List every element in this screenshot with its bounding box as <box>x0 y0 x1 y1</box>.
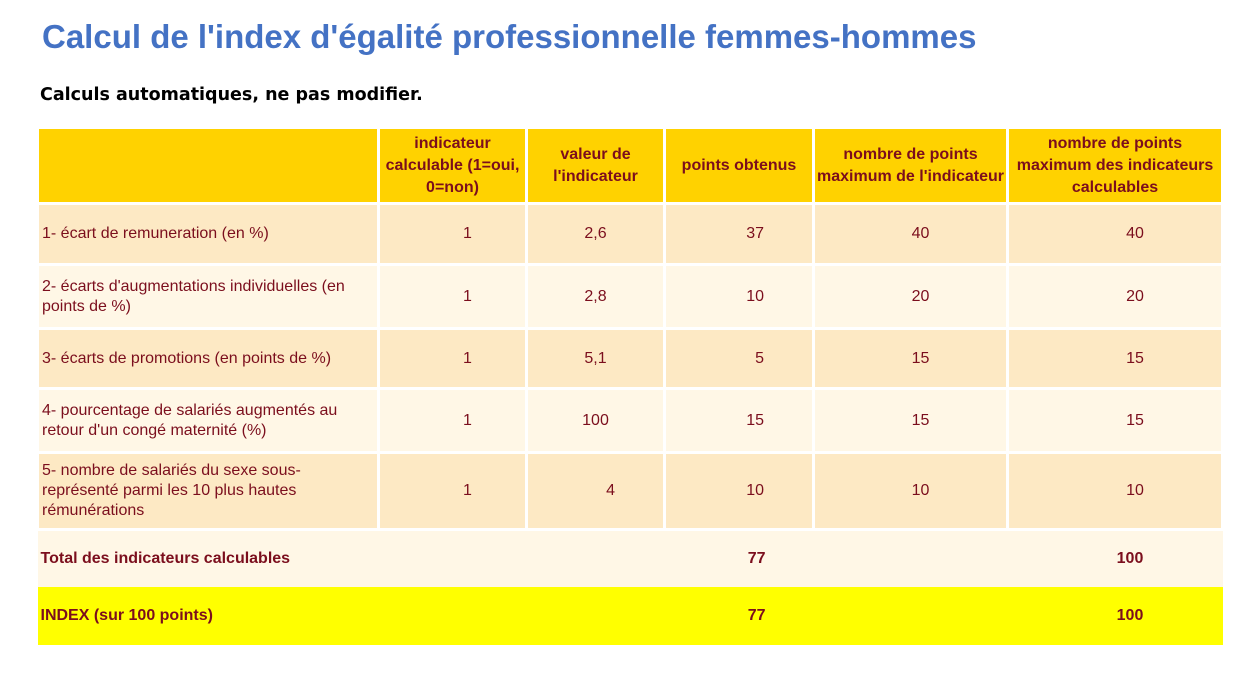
total-max-calculables: 100 <box>1008 530 1223 588</box>
page-title: Calcul de l'index d'égalité professionnelle femmes-hommes <box>42 18 977 55</box>
max-calculables-cell: 40 <box>1008 204 1223 265</box>
total-empty-cell <box>814 530 1008 588</box>
index-points: 77 <box>665 587 814 645</box>
index-table <box>36 126 1224 645</box>
column-header-max-indicateur: nombre de points maximum de l'indicateur <box>814 128 1008 204</box>
valeur-cell: 100 <box>527 389 665 453</box>
page-subtitle: Calculs automatiques, ne pas modifier. <box>40 85 423 105</box>
table-row <box>38 204 1223 265</box>
calculable-cell: 1 <box>379 329 527 389</box>
table-row <box>38 389 1223 453</box>
row-label: 2- écarts d'augmentations individuelles (en points de %) <box>38 265 379 329</box>
max-indicateur-cell: 40 <box>814 204 1008 265</box>
column-header-valeur: valeur de l'indicateur <box>527 128 665 204</box>
row-label: 5- nombre de salariés du sexe sous-représenté parmi les 10 plus hautes rémunérations <box>38 453 379 530</box>
column-header-max-calculables: nombre de points maximum des indicateurs calculables <box>1008 128 1223 204</box>
valeur-cell: 2,6 <box>527 204 665 265</box>
row-label: 3- écarts de promotions (en points de %) <box>38 329 379 389</box>
max-indicateur-cell: 15 <box>814 329 1008 389</box>
points-cell: 5 <box>665 329 814 389</box>
max-calculables-cell: 10 <box>1008 453 1223 530</box>
points-cell: 15 <box>665 389 814 453</box>
table-row <box>38 453 1223 530</box>
max-indicateur-cell: 20 <box>814 265 1008 329</box>
valeur-cell: 4 <box>527 453 665 530</box>
points-cell: 10 <box>665 265 814 329</box>
total-label: Total des indicateurs calculables <box>38 530 665 588</box>
table-row <box>38 265 1223 329</box>
points-cell: 37 <box>665 204 814 265</box>
valeur-cell: 5,1 <box>527 329 665 389</box>
total-points: 77 <box>665 530 814 588</box>
calculable-cell: 1 <box>379 453 527 530</box>
calculable-cell: 1 <box>379 389 527 453</box>
column-header-label <box>38 128 379 204</box>
total-row <box>38 530 1223 588</box>
row-label: 4- pourcentage de salariés augmentés au retour d'un congé maternité (%) <box>38 389 379 453</box>
index-label: INDEX (sur 100 points) <box>38 587 665 645</box>
max-calculables-cell: 15 <box>1008 329 1223 389</box>
max-indicateur-cell: 15 <box>814 389 1008 453</box>
max-indicateur-cell: 10 <box>814 453 1008 530</box>
table-row <box>38 329 1223 389</box>
index-empty-cell <box>814 587 1008 645</box>
column-header-calculable: indicateur calculable (1=oui, 0=non) <box>379 128 527 204</box>
calculable-cell: 1 <box>379 265 527 329</box>
max-calculables-cell: 20 <box>1008 265 1223 329</box>
column-header-points: points obtenus <box>665 128 814 204</box>
points-cell: 10 <box>665 453 814 530</box>
index-row <box>38 587 1223 645</box>
row-label: 1- écart de remuneration (en %) <box>38 204 379 265</box>
valeur-cell: 2,8 <box>527 265 665 329</box>
calculable-cell: 1 <box>379 204 527 265</box>
index-max-calculables: 100 <box>1008 587 1223 645</box>
max-calculables-cell: 15 <box>1008 389 1223 453</box>
table-header-row <box>38 128 1223 204</box>
